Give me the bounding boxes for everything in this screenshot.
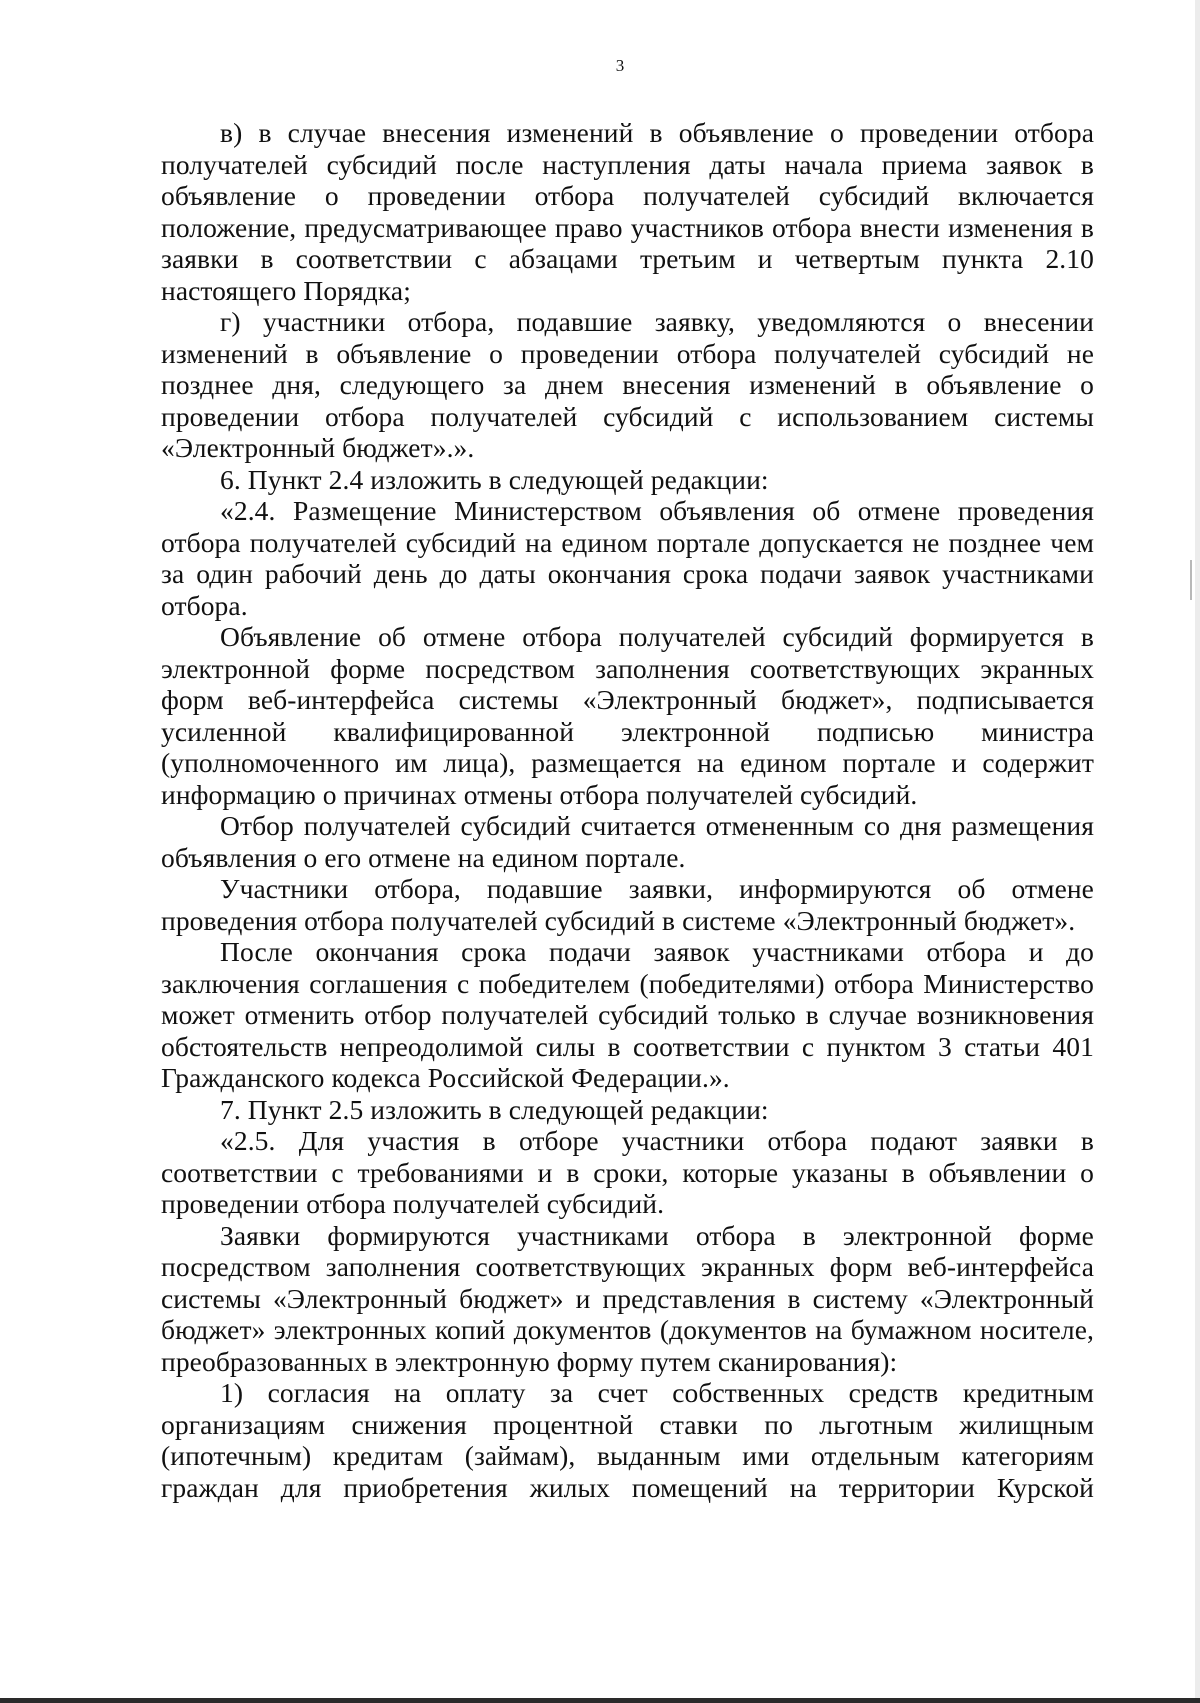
paragraph-v-amendment-notice: в) в случае внесения изменений в объявление о проведении отбора получателей субсидий после наступления даты начала приема заявок в объявление о проведении отбора получателей субсидий включается положение, предусматривающее право участников отбора внести изменения в заявки в соответствии с абзацами третьим и четвертым пункта 2.10 настоящего Порядка;: [161, 117, 1094, 306]
paragraph-selection-considered-cancelled: Отбор получателей субсидий считается отмененным со дня размещения объявления о его отмене на едином портале.: [161, 810, 1094, 873]
paragraph-force-majeure-cancellation: После окончания срока подачи заявок участниками отбора и до заключения соглашения с победителем (победителями) отбора Министерство может отменить отбор получателей субсидий только в случае возникновения обстоятельств непреодолимой силы в соответствии с пунктом 3 статьи 401 Гражданского кодекса Российской Федерации.».: [161, 936, 1094, 1093]
paragraph-g-participants-notified: г) участники отбора, подавшие заявку, уведомляются о внесении изменений в объявление о проведении отбора получателей субсидий не позднее дня, следующего за днем внесения изменений в объявление о проведении отбора получателей субсидий с использованием системы «Электронный бюджет».».: [161, 306, 1094, 463]
paragraph-participants-informed: Участники отбора, подавшие заявки, информируются об отмене проведения отбора получателей субсидий в системе «Электронный бюджет».: [161, 873, 1094, 936]
scan-edge-bottom: [0, 1698, 1200, 1703]
scan-edge-right: [1195, 0, 1200, 1703]
document-body: [161, 117, 1094, 1503]
scan-artifact: [1190, 560, 1192, 600]
paragraph-item-6-heading: 6. Пункт 2.4 изложить в следующей редакции:: [220, 463, 769, 495]
paragraph-applications-formed: Заявки формируются участниками отбора в электронной форме посредством заполнения соответствующих экранных форм веб-интерфейса системы «Электронный бюджет» и представления в систему «Электронный бюджет» электронных копий документов (документов на бумажном носителе, преобразованных в электронную форму путем сканирования):: [161, 1219, 1094, 1377]
paragraph-2-4-cancellation-posting: «2.4. Размещение Министерством объявления об отмене проведения отбора получателей субсидий на едином портале допускается не позднее чем за один рабочий день до даты окончания срока подачи заявок участниками отбора.: [161, 495, 1094, 621]
paragraph-cancellation-announcement-form: Объявление об отмене отбора получателей субсидий формируется в электронной форме посредством заполнения соответствующих экранных форм веб-интерфейса системы «Электронный бюджет», подписывается усиленной квалифицированной электронной подписью министра (уполномоченного им лица), размещается на едином портале и содержит информацию о причинах отмены отбора получателей субсидий.: [161, 621, 1094, 810]
paragraph-1-consent: 1) согласия на оплату за счет собственных средств кредитным организациям снижения процентной ставки по льготным жилищным (ипотечным) кредитам (займам), выданным ими отдельным категориям граждан для приобретения жилых помещений на территории Курской: [161, 1377, 1094, 1503]
paragraph-2-5-participation: «2.5. Для участия в отборе участники отбора подают заявки в соответствии с требованиями и в сроки, которые указаны в объявлении о проведении отбора получателей субсидий.: [161, 1125, 1094, 1219]
page-number: 3: [615, 56, 625, 75]
paragraph-item-7-heading: 7. Пункт 2.5 изложить в следующей редакции:: [220, 1093, 769, 1125]
